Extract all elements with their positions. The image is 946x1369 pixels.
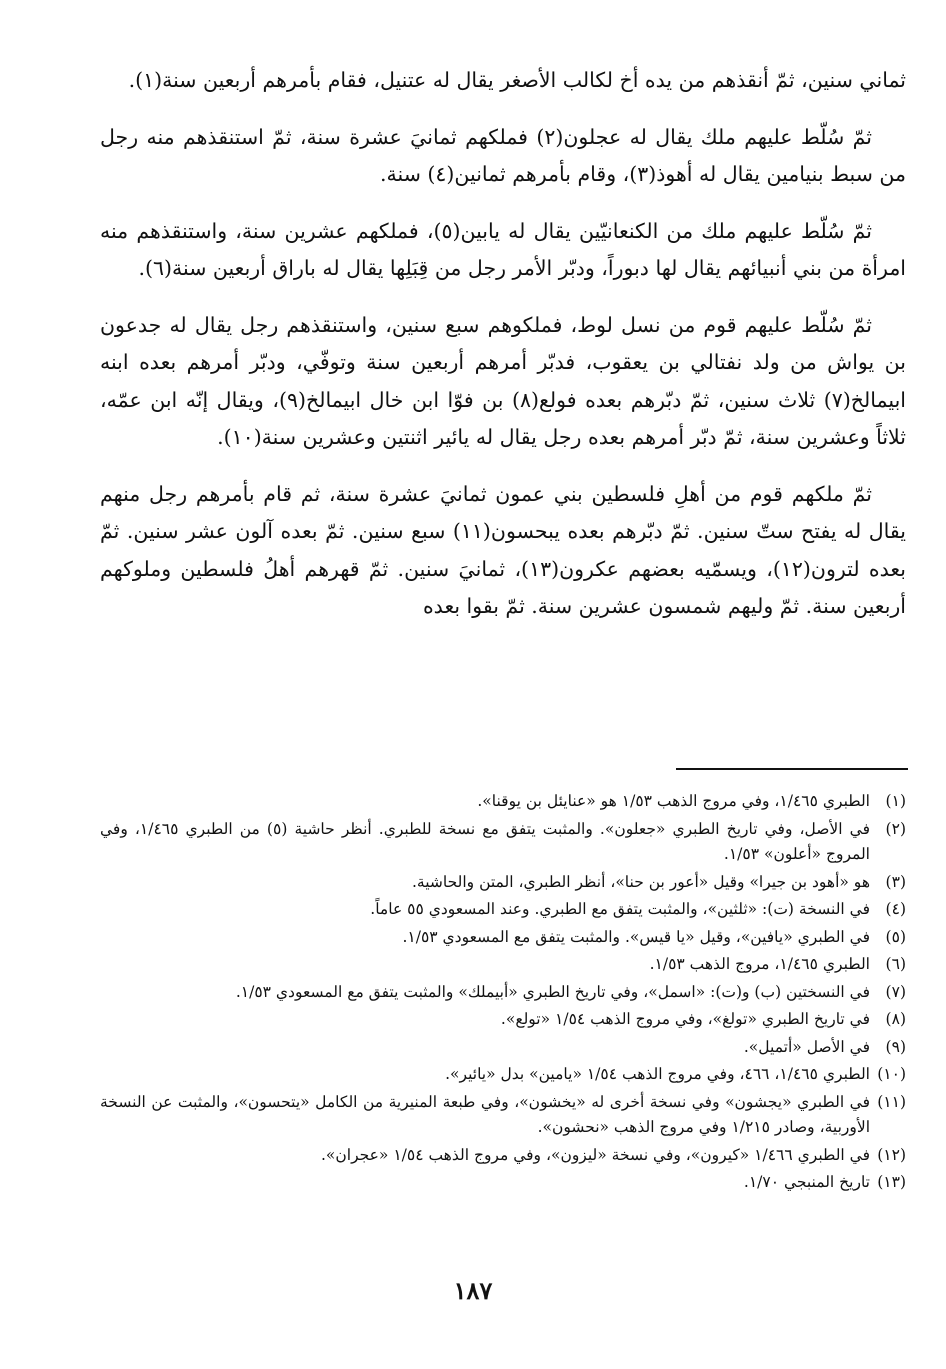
- paragraph: ثمّ ملكهم قوم من أهلِ فلسطين بني عمون ثمانيَ عشرة سنة، ثم قام بأمرهم رجل منهم يقال له يفتح ستّ سنين. ثمّ دبّرهم بعده يبحسون(١١) سبع سنين. ثمّ بعده آلون عشر سنين. ثمّ بعده لترون(١٢)، ويسمّيه بعضهم عكرون(١٣)، ثمانيَ سنين. ثمّ قهرهم أهلُ فلسطين وملوكهم أربعين سنة. ثمّ وليهم شمسون عشرين سنة. ثمّ بقوا بعده: [100, 481, 906, 618]
- footnote-number: (٢): [885, 819, 906, 838]
- footnote-number: (٥): [885, 927, 906, 946]
- footnote-number: (٣): [885, 872, 906, 891]
- footnote-text: في الطبري «يجشون» وفي نسخة أخرى له «يخشون»، وفي طبعة المنيرية من الكامل «يتحسون»، والمثبت عن النسخة الأوربية، وصادر ١/٢١٥ وفي مروج الذهب «نحشون».: [100, 1092, 870, 1136]
- footnote-number: (٦): [885, 955, 906, 973]
- paragraph: ثمّ سُلّط عليهم قوم من نسل لوط، فملكوهم سبع سنين، واستنقذهم رجل يقال له جدعون بن يواش من ولد نفتالي بن يعقوب، فدبّر أمرهم أربعين سنة وتوفّي، ودبّر أمرهم بعده ابنه ابيمالخ(٧) ثلاث سنين، ثمّ دبّرهم بعده فولع(٨) بن فوّا ابن خال ابيمالخ(٩)، ويقال إنّه ابن عمّه، ثلاثاً وعشرين سنة، ثمّ دبّر أمرهم بعده رجل يقال له يائير اثنتين وعشرين سنة(١٠).: [100, 312, 906, 449]
- main-text: [100, 62, 906, 645]
- paragraph: ثمّ سُلّط عليهم ملك يقال له عجلون(٢) فملكهم ثمانيَ عشرة سنة، ثمّ استنقذهم منه رجل من سبط بنيامين يقال له أهوذ(٣)، وقام بأمرهم ثمانين(٤) سنة.: [100, 124, 906, 186]
- footnote: [100, 897, 906, 923]
- footnote: [100, 1035, 906, 1061]
- footnote: [100, 1170, 906, 1196]
- footnote-number: (٩): [885, 1037, 906, 1056]
- footnote-text: هو «أهود بن جيرا» وقيل «أعور بن حنا»، أنظر الطبري، المتن والحاشية.: [412, 872, 870, 891]
- footnote-number: (١٣): [877, 1173, 906, 1191]
- footnote-divider: [676, 768, 908, 770]
- footnote: [100, 1143, 906, 1169]
- footnote: [100, 980, 906, 1006]
- footnote-text: في النسخة (ت): «ثلثين»، والمثبت يتفق مع الطبري. وعند المسعودي ٥٥ عاماً.: [370, 900, 870, 918]
- footnote-text: في تاريخ الطبري «تولغ»، وفي مروج الذهب ١/٥٤ «تولع».: [500, 1010, 870, 1028]
- footnote-number: (١٢): [877, 1145, 906, 1164]
- footnote-text: في الأصل، وفي تاريخ الطبري «جعلون». والمثبت يتفق مع نسخة للطبري. أنظر حاشية (٥) من الطبري ١/٤٦٥، وفي المروج «أعلون» ١/٥٣.: [100, 819, 870, 863]
- page-number: ١٨٧: [453, 1276, 493, 1305]
- footnote: [100, 1090, 906, 1141]
- footnote: [100, 1007, 906, 1033]
- footnote-number: (٤): [885, 900, 906, 918]
- footnote: [100, 1062, 906, 1088]
- paragraph: ثمّ سُلّط عليهم ملك من الكنعانيّين يقال له يابين(٥)، فملكهم عشرين سنة، واستنقذهم منه امرأة من بني أنبيائهم يقال لها دبوراً، ودبّر الأمر رجل من قِبَلِها يقال له باراق أربعين سنة(٦).: [100, 218, 906, 280]
- footnote-text: في الطبري ١/٤٦٦ «كيرون»، وفي نسخة «ليزون»، وفي مروج الذهب ١/٥٤ «عجران».: [321, 1145, 870, 1164]
- footnote-number: (١): [885, 792, 906, 810]
- paragraph: ثماني سنين، ثمّ أنقذهم من يده أخ لكالب الأصغر يقال له عتنيل، فقام بأمرهم أربعين سنة(١).: [128, 68, 906, 92]
- footnote-text: في الطبري «يافين»، وقيل «يا قيس». والمثبت يتفق مع المسعودي ١/٥٣.: [402, 927, 870, 946]
- footnote-number: (٧): [885, 982, 906, 1001]
- footnote-number: (٨): [885, 1010, 906, 1028]
- footnote-text: في الأصل «أتميل».: [743, 1037, 870, 1056]
- footnote: [100, 925, 906, 951]
- footnote: [100, 952, 906, 978]
- footnote-text: الطبري ١/٤٦٥، ٤٦٦، وفي مروج الذهب ١/٥٤ «يامين» بدل «يائير».: [445, 1065, 870, 1083]
- footnotes: [100, 789, 906, 1198]
- footnote: [100, 789, 906, 815]
- footnote-text: في النسختين (ب) و(ت): «اسمل»، وفي تاريخ الطبري «أبيملك» والمثبت يتفق مع المسعودي ١/٥٣.: [235, 982, 870, 1001]
- footnote-text: الطبري ١/٤٦٥، وفي مروج الذهب ١/٥٣ هو «عنايئل بن يوقنا».: [477, 792, 870, 810]
- footnote: [100, 817, 906, 868]
- footnote: [100, 870, 906, 896]
- footnote-text: الطبري ١/٤٦٥، مروج الذهب ١/٥٣.: [649, 955, 870, 973]
- footnote-number: (١٠): [877, 1065, 906, 1083]
- footnote-number: (١١): [877, 1092, 906, 1111]
- footnote-text: تاريخ المنبجي ١/٧٠.: [743, 1173, 870, 1191]
